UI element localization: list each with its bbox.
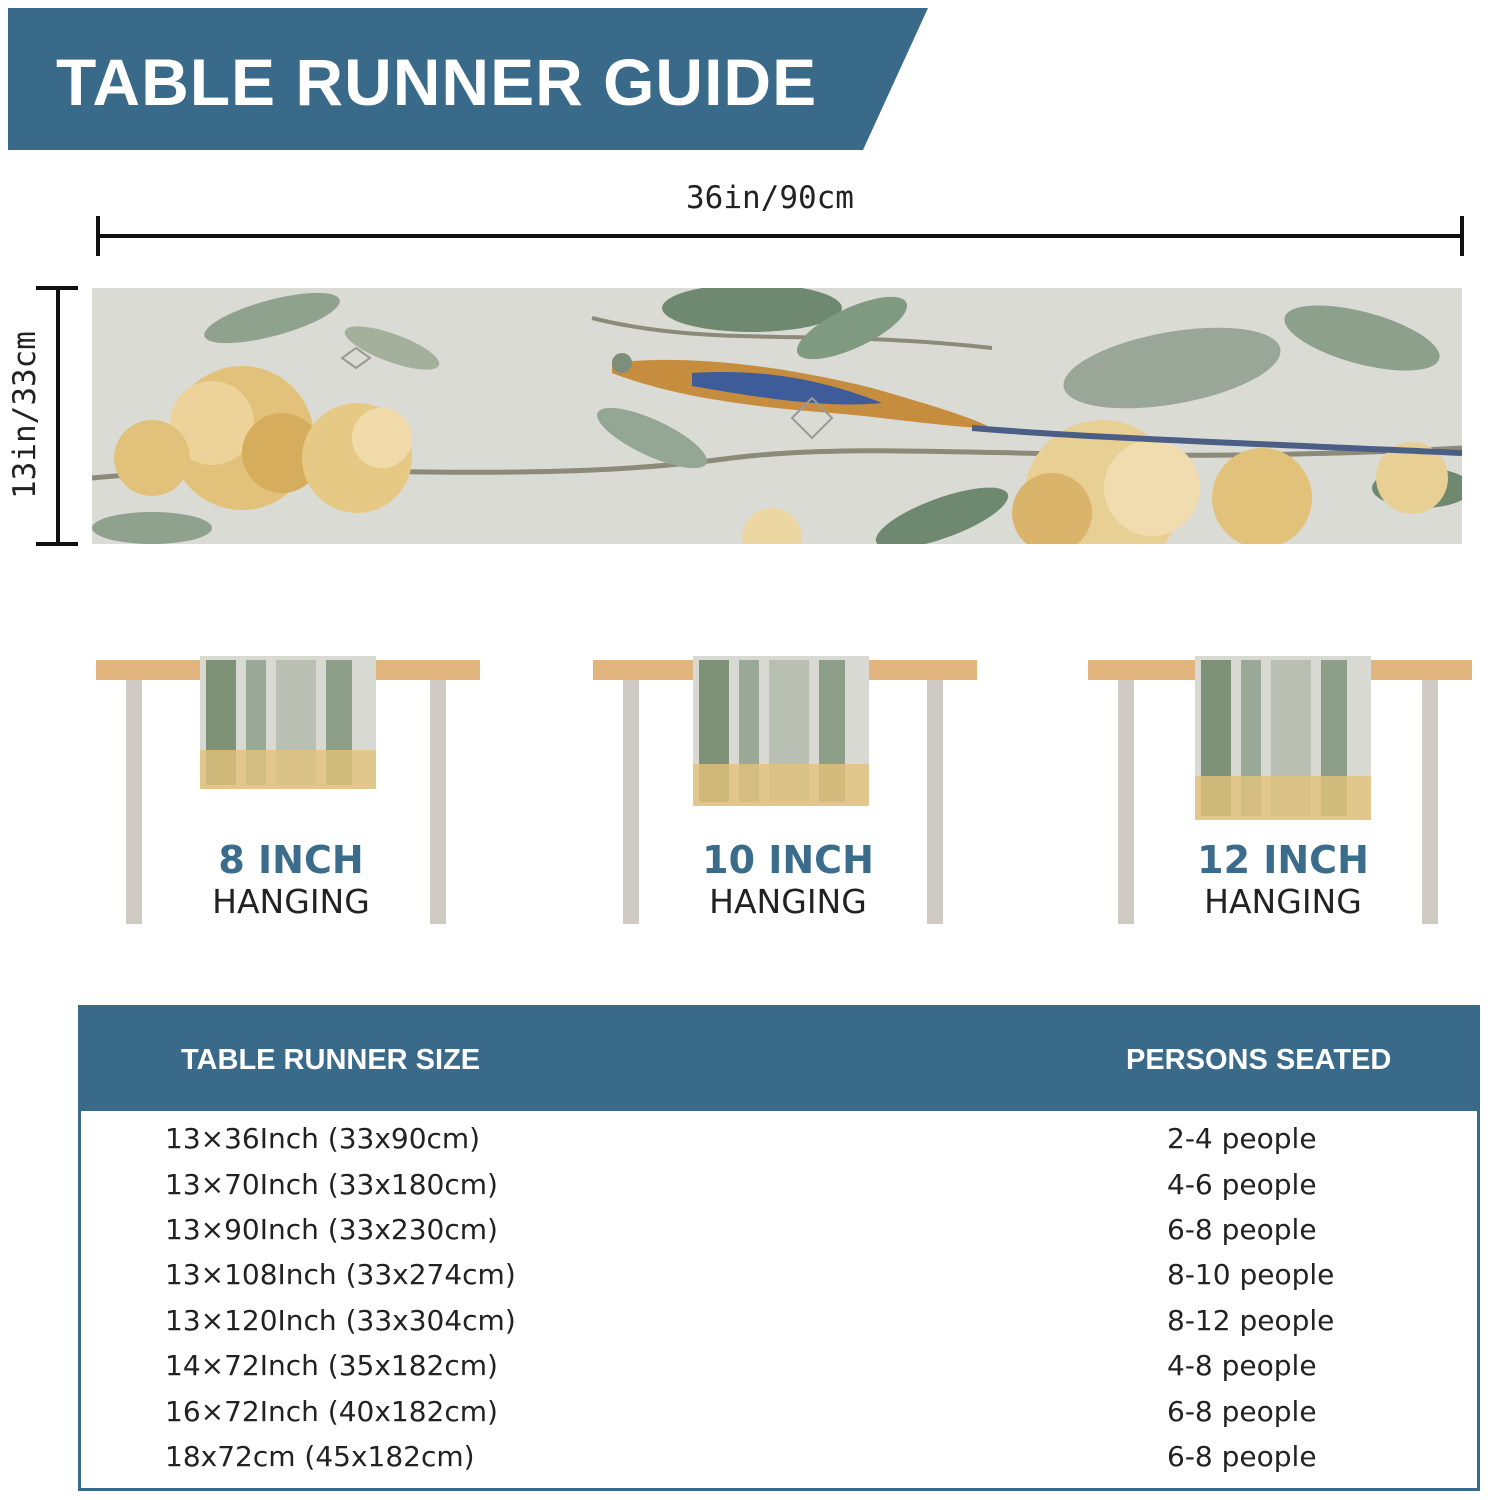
floral-pattern — [92, 288, 1462, 544]
table-runner-image — [92, 288, 1462, 544]
header-persons-seated: PERSONS SEATED — [1126, 1044, 1392, 1076]
hanging-diagram-10 — [593, 650, 983, 930]
row-persons: 6-8 people — [1167, 1213, 1317, 1246]
row-size: 16×72Inch (40x182cm) — [165, 1395, 498, 1428]
height-dimension-label: 13in/33cm — [7, 331, 43, 499]
size-table-header — [81, 1008, 1477, 1111]
row-persons: 4-8 people — [1167, 1349, 1317, 1382]
row-size: 13×90Inch (33x230cm) — [165, 1213, 498, 1246]
row-persons: 2-4 people — [1167, 1122, 1317, 1155]
width-dimension-line — [90, 212, 1470, 262]
row-size: 13×108Inch (33x274cm) — [165, 1258, 516, 1291]
hanging-label: HANGING — [709, 882, 867, 921]
page-title: TABLE RUNNER GUIDE — [56, 45, 818, 119]
row-size: 18x72cm (45x182cm) — [165, 1440, 475, 1473]
row-size: 13×70Inch (33x180cm) — [165, 1168, 498, 1201]
row-size: 13×36Inch (33x90cm) — [165, 1122, 481, 1155]
title-banner — [8, 8, 928, 150]
hanging-label: HANGING — [212, 882, 370, 921]
row-persons: 8-10 people — [1167, 1258, 1335, 1291]
row-persons: 8-12 people — [1167, 1304, 1335, 1337]
hanging-size-label: 10 INCH — [702, 838, 874, 882]
row-persons: 4-6 people — [1167, 1168, 1317, 1201]
hanging-diagram-8 — [96, 650, 486, 930]
width-dimension-label: 36in/90cm — [686, 180, 854, 216]
hanging-size-label: 12 INCH — [1197, 838, 1369, 882]
header-runner-size: TABLE RUNNER SIZE — [181, 1044, 481, 1076]
hanging-label: HANGING — [1204, 882, 1362, 921]
row-persons: 6-8 people — [1167, 1395, 1317, 1428]
row-persons: 6-8 people — [1167, 1440, 1317, 1473]
row-size: 14×72Inch (35x182cm) — [165, 1349, 498, 1382]
hanging-size-label: 8 INCH — [218, 838, 364, 882]
size-table — [78, 1005, 1480, 1491]
hanging-diagram-12 — [1088, 650, 1478, 930]
row-size: 13×120Inch (33x304cm) — [165, 1304, 516, 1337]
